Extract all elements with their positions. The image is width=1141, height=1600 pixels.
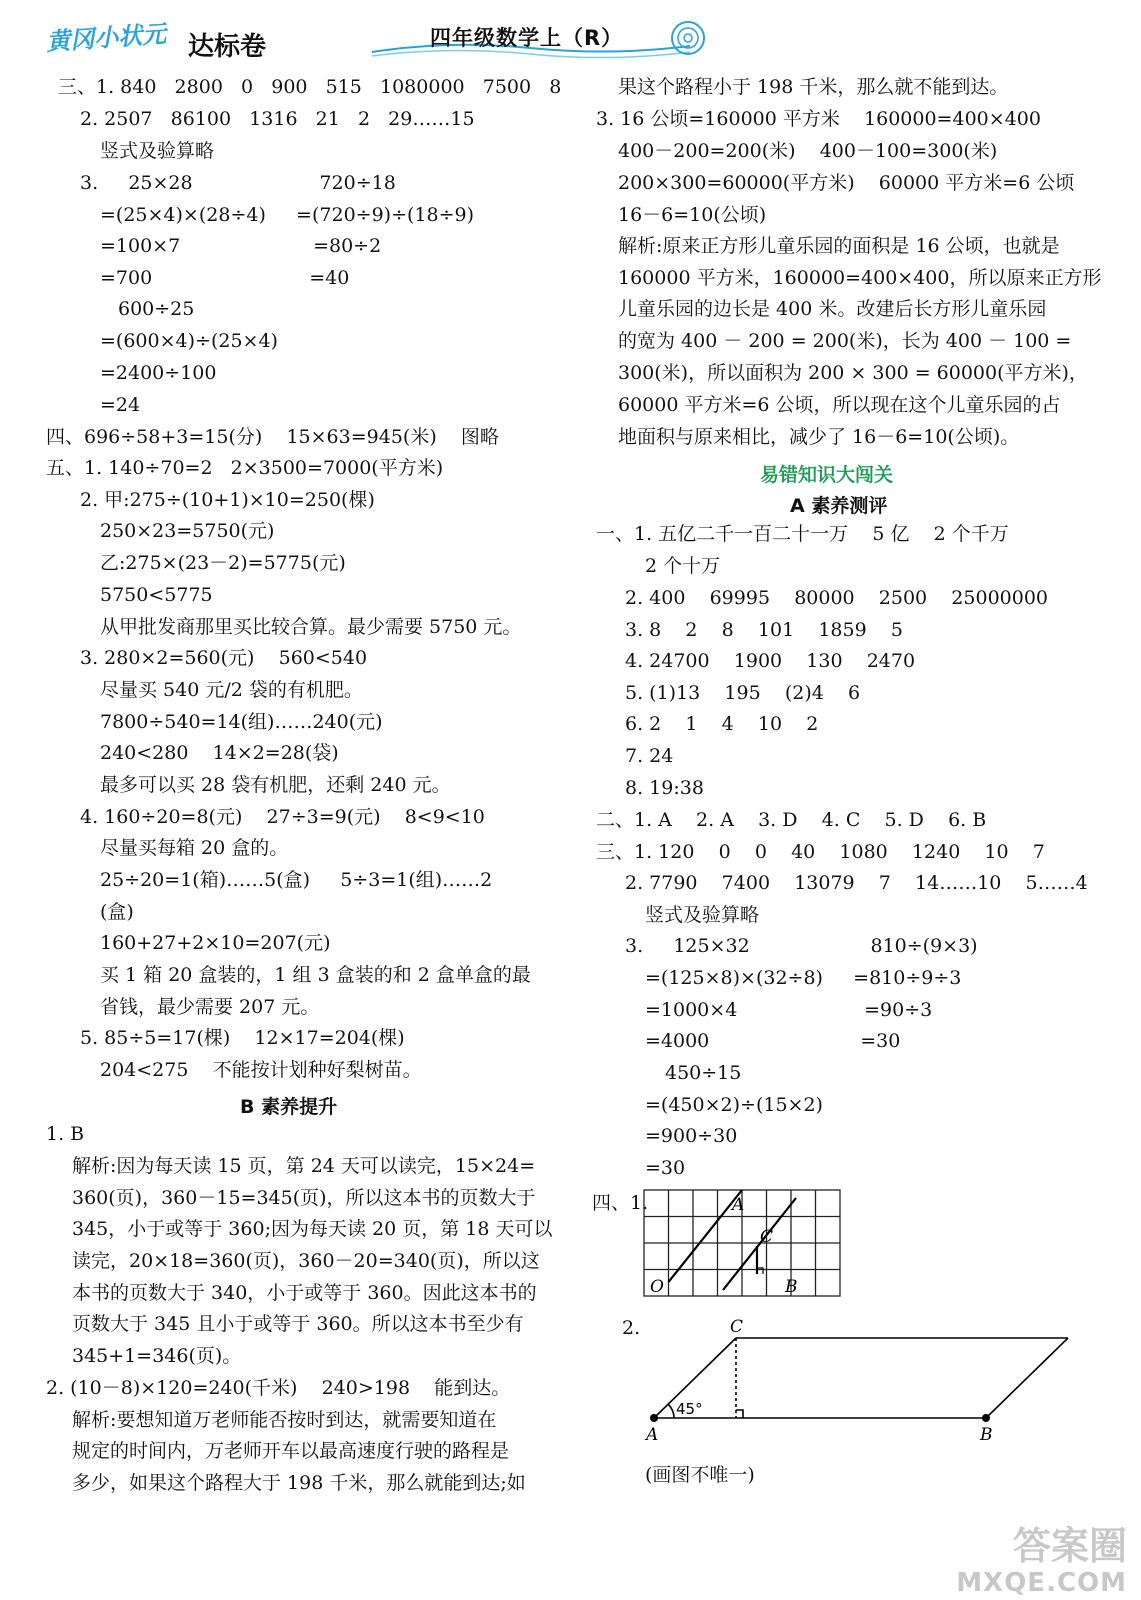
logo: 黄冈小状元 — [45, 19, 168, 57]
section-heading: B 素养提升 — [240, 1096, 338, 1118]
text-line: 4. 24700 1900 130 2470 — [625, 650, 916, 672]
text-line: =(600×4)÷(25×4) — [100, 330, 278, 352]
text-line: 450÷15 — [665, 1062, 742, 1084]
label-c: C — [760, 1227, 774, 1247]
text-line: 四、1. — [592, 1192, 649, 1214]
page-title: 四年级数学上（R） — [430, 26, 624, 50]
text-line: =24 — [100, 394, 141, 416]
section-heading: A 素养测评 — [790, 495, 888, 517]
text-line: 600÷25 — [118, 298, 195, 320]
text-line: =(25×4)×(28÷4) =(720÷9)÷(18÷9) — [100, 204, 475, 226]
section-heading: 易错知识大闯关 — [760, 464, 894, 486]
text-line: 五、1. 140÷70=2 2×3500=7000(平方米) — [46, 457, 444, 479]
text-line: 果这个路程小于 198 千米，那么就不能到达。 — [618, 76, 1009, 98]
text-line: 读完，20×18=360(页)，360－20=340(页)，所以这 — [72, 1250, 540, 1272]
text-line: 5. (1)13 195 (2)4 6 — [625, 682, 861, 704]
text-line: 5750<5775 — [100, 584, 213, 606]
label-b: B — [980, 1425, 993, 1440]
text-line: 多少，如果这个路程大于 198 千米，那么就能到达;如 — [72, 1472, 526, 1494]
text-line: =4000 =30 — [645, 1030, 901, 1052]
text-line: 从甲批发商那里买比较合算。最少需要 5750 元。 — [100, 616, 522, 638]
text-line: 的宽为 400 － 200 = 200(米)，长为 400 － 100 = — [618, 330, 1072, 352]
text-line: =(450×2)÷(15×2) — [645, 1094, 823, 1116]
text-line: =2400÷100 — [100, 362, 217, 384]
text-line: 60000 平方米=6 公顷，所以现在这个儿童乐园的占 — [618, 394, 1061, 416]
text-line: 规定的时间内，万老师开车以最高速度行驶的路程是 — [72, 1440, 510, 1462]
label-c: C — [730, 1317, 744, 1337]
text-line: 3. 280×2=560(元) 560<540 — [80, 647, 368, 669]
text-line: 本书的页数大于 340，小于或等于 360。因此这本书的 — [72, 1282, 537, 1304]
text-line: 7. 24 — [625, 745, 674, 767]
point-a — [650, 1414, 658, 1422]
point-b — [982, 1414, 990, 1422]
label-b: B — [785, 1277, 798, 1297]
text-line: 竖式及验算略 — [645, 904, 760, 926]
text-line: 页数大于 345 且小于或等于 360。所以这本书至少有 — [72, 1313, 524, 1335]
text-line: 160000 平方米，160000=400×400，所以原来正方形 — [618, 267, 1102, 289]
text-line: 尽量买 540 元/2 袋的有机肥。 — [100, 679, 363, 701]
text-line: 3. 125×32 810÷(9×3) — [625, 935, 978, 957]
text-line: =1000×4 =90÷3 — [645, 999, 933, 1021]
text-line: 二、1. A 2. A 3. D 4. C 5. D 6. B — [596, 809, 987, 831]
text-line: 4. 160÷20=8(元) 27÷3=9(元) 8<9<10 — [80, 806, 485, 828]
text-line: 地面积与原来相比，减少了 16－6=10(公顷)。 — [618, 426, 1020, 448]
text-line: 最多可以买 28 袋有机肥，还剩 240 元。 — [100, 774, 451, 796]
angle-label: 45° — [676, 1400, 703, 1418]
text-line: 2. 甲:275÷(10+1)×10=250(棵) — [80, 489, 375, 511]
text-line: 25÷20=1(箱)……5(盒) 5÷3=1(组)……2 — [100, 869, 493, 891]
parallelogram-figure — [640, 1310, 1080, 1440]
text-line: 解析:因为每天读 15 页，第 24 天可以读完，15×24= — [72, 1155, 536, 1177]
page-header — [0, 0, 1141, 62]
text-line: 2. (10－8)×120=240(千米) 240>198 能到达。 — [46, 1377, 511, 1399]
text-line: 160+27+2×10=207(元) — [100, 932, 331, 954]
text-line: 3. 8 2 8 101 1859 5 — [625, 619, 903, 641]
text-line: 2. — [622, 1317, 641, 1339]
text-line: 7800÷540=14(组)……240(元) — [100, 711, 383, 733]
grid-figure — [640, 1186, 850, 1302]
text-line: 竖式及验算略 — [100, 140, 215, 162]
text-line: 三、1. 840 2800 0 900 515 1080000 7500 8 — [58, 76, 562, 98]
text-line: =100×7 =80÷2 — [100, 235, 382, 257]
text-line: =700 =40 — [100, 267, 350, 289]
text-line: 200×300=60000(平方米) 60000 平方米=6 公顷 — [618, 172, 1075, 194]
text-line: 解析:要想知道万老师能否按时到达，就需要知道在 — [72, 1409, 497, 1431]
text-line: 尽量买每箱 20 盒的。 — [100, 837, 289, 859]
text-line: 3. 25×28 720÷18 — [80, 172, 396, 194]
text-line: 204<275 不能按计划种好梨树苗。 — [100, 1059, 422, 1081]
text-line: =(125×8)×(32÷8) =810÷9÷3 — [645, 967, 962, 989]
label-a: A — [646, 1425, 659, 1440]
text-line: 5. 85÷5=17(棵) 12×17=204(棵) — [80, 1027, 405, 1049]
text-line: =30 — [645, 1157, 686, 1179]
text-line: 250×23=5750(元) — [100, 520, 275, 542]
text-line: 360(页)，360－15=345(页)，所以这本书的页数大于 — [72, 1187, 536, 1209]
text-line: 四、696÷58+3=15(分) 15×63=945(米) 图略 — [46, 426, 499, 448]
text-line: 解析:原来正方形儿童乐园的面积是 16 公顷，也就是 — [618, 235, 1060, 257]
text-line: 买 1 箱 20 盒装的，1 组 3 盒装的和 2 盒单盒的最 — [100, 964, 531, 986]
text-line: 400－200=200(米) 400－100=300(米) — [618, 140, 998, 162]
text-line: 1. B — [46, 1123, 85, 1145]
text-line: =900÷30 — [645, 1125, 738, 1147]
label-a: A — [732, 1195, 745, 1215]
text-line: 16－6=10(公顷) — [618, 204, 767, 226]
watermark-url: MXQE.COM — [956, 1568, 1127, 1598]
text-line: 乙:275×(23－2)=5775(元) — [100, 552, 346, 574]
text-line: 300(米)，所以面积为 200 × 300 = 60000(平方米)， — [618, 362, 1088, 384]
watermark-logo: 答案圈 — [1012, 1524, 1127, 1568]
series-title: 达标卷 — [188, 32, 267, 62]
text-line: 6. 2 1 4 10 2 — [625, 713, 819, 735]
label-o: O — [650, 1277, 664, 1297]
text-line: 儿童乐园的边长是 400 米。改建后长方形儿童乐园 — [618, 298, 1047, 320]
text-line: 345，小于或等于 360;因为每天读 20 页，第 18 天可以 — [72, 1218, 553, 1240]
text-line: 8. 19:38 — [625, 777, 704, 799]
text-line: 一、1. 五亿二千一百二十一万 5 亿 2 个千万 — [596, 523, 1009, 545]
text-line: 345+1=346(页)。 — [72, 1345, 242, 1367]
text-line: 2 个十万 — [645, 555, 721, 577]
text-line: 三、1. 120 0 0 40 1080 1240 10 7 — [596, 841, 1045, 863]
text-line: 3. 16 公顷=160000 平方米 160000=400×400 — [596, 108, 1041, 130]
text-line: 2. 2507 86100 1316 21 2 29……15 — [80, 108, 475, 130]
text-line: 省钱，最少需要 207 元。 — [100, 996, 320, 1018]
text-line: (画图不唯一) — [645, 1464, 755, 1486]
text-line: (盒) — [100, 901, 134, 923]
text-line: 240<280 14×2=28(袋) — [100, 742, 339, 764]
text-line: 2. 400 69995 80000 2500 25000000 — [625, 587, 1049, 609]
text-line: 2. 7790 7400 13079 7 14……10 5……4 — [625, 872, 1088, 894]
